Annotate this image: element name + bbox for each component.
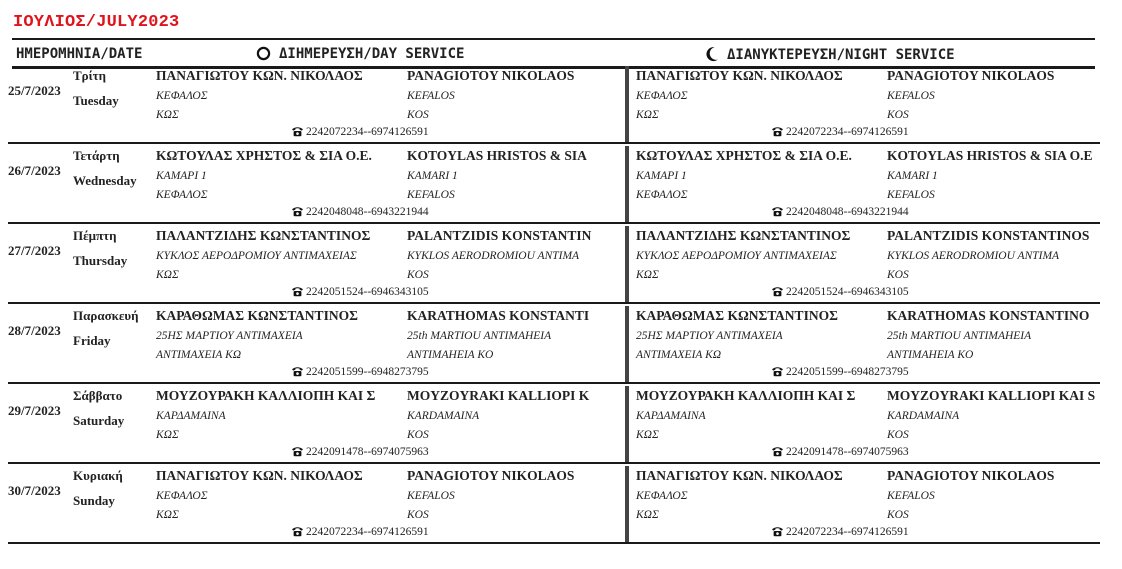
pharmacy-name-greek: ΚΩΤΟΥΛΑΣ ΧΡΗΣΤΟΣ & ΣΙΑ Ο.Ε. bbox=[636, 148, 852, 163]
pharmacy-name-greek: ΚΑΡΑΘΩΜΑΣ ΚΩΝΣΤΑΝΤΙΝΟΣ bbox=[636, 308, 838, 323]
row-divider bbox=[8, 142, 1100, 144]
pharmacy-name-latin: MOYZOYRAKI KALLIOPI K bbox=[407, 388, 590, 403]
day-service-cell bbox=[155, 466, 615, 542]
pharmacy-name-greek: ΠΑΛΑΝΤΖΙΔΗΣ ΚΩΝΣΤΑΝΤΙΝΟΣ bbox=[636, 228, 851, 243]
address-line-1-latin: KAMARI 1 bbox=[887, 170, 938, 182]
day-service-cell bbox=[155, 226, 615, 302]
header-date: ΗΜΕΡΟΜΗΝΙΑ/DATE bbox=[16, 46, 143, 62]
night-service-cell bbox=[625, 66, 1121, 142]
day-service-cell bbox=[155, 146, 615, 222]
phone-icon bbox=[771, 526, 784, 537]
address-line-2-greek: ΚΩΣ bbox=[156, 109, 179, 121]
address-line-1-greek: ΚΑΜΑΡΙ 1 bbox=[156, 170, 207, 182]
weekday-english: Tuesday bbox=[73, 93, 119, 108]
address-line-1-greek: ΚΕΦΑΛΟΣ bbox=[156, 490, 208, 502]
weekday-greek: Τρίτη bbox=[73, 68, 107, 83]
address-line-2-greek: ΚΕΦΑΛΟΣ bbox=[156, 189, 208, 201]
weekday-english: Friday bbox=[73, 333, 111, 348]
address-line-2-latin: KOS bbox=[407, 109, 429, 121]
pharmacy-name-latin: KOTOYLAS HRISTOS & SIA O.E bbox=[887, 148, 1093, 163]
pharmacy-name-latin: PANAGIOTOY NIKOLAOS bbox=[887, 468, 1055, 483]
phone-number bbox=[771, 446, 909, 458]
night-service-cell bbox=[625, 386, 1121, 462]
address-line-1-greek: ΚΑΜΑΡΙ 1 bbox=[636, 170, 687, 182]
address-line-2-greek: ΑΝΤΙΜΑΧΕΙΑ ΚΩ bbox=[156, 349, 242, 361]
phone-icon bbox=[771, 446, 784, 457]
phone-icon bbox=[291, 126, 304, 137]
address-line-2-greek: ΚΩΣ bbox=[156, 269, 179, 281]
address-line-1-latin: KEFALOS bbox=[887, 490, 935, 502]
address-line-1-greek: ΚΥΚΛΟΣ ΑΕΡΟΔΡΟΜΙΟΥ ΑΝΤΙΜΑΧΕΙΑΣ bbox=[636, 250, 837, 262]
night-service-cell bbox=[625, 466, 1121, 542]
address-line-2-latin: KOS bbox=[887, 269, 909, 281]
phone-number bbox=[291, 126, 429, 138]
day-service-cell bbox=[155, 66, 615, 142]
table-header bbox=[12, 38, 1095, 69]
header-day-service bbox=[256, 46, 464, 62]
phone-number bbox=[291, 366, 429, 378]
phone-number-text: 2242048048--6943221944 bbox=[306, 206, 429, 218]
address-line-2-latin: KOS bbox=[407, 429, 429, 441]
pharmacy-name-latin: KOTOYLAS HRISTOS & SIA bbox=[407, 148, 587, 163]
address-line-2-latin: ANTIMAHEIA KO bbox=[887, 349, 974, 361]
phone-icon bbox=[291, 526, 304, 537]
pharmacy-name-greek: ΚΩΤΟΥΛΑΣ ΧΡΗΣΤΟΣ & ΣΙΑ Ο.Ε. bbox=[156, 148, 372, 163]
row-date: 29/7/2023 bbox=[8, 403, 61, 418]
address-line-1-latin: 25th MARTIOU ANTIMAHEIA bbox=[887, 330, 1032, 342]
pharmacy-name-greek: ΜΟΥΖΟΥΡΑΚΗ ΚΑΛΛΙΟΠΗ ΚΑΙ Σ bbox=[156, 388, 376, 403]
row-divider bbox=[8, 542, 1100, 544]
header-day-service-label: ΔΙΗΜΕΡΕΥΣΗ/DAY SERVICE bbox=[279, 46, 465, 62]
weekday-english: Thursday bbox=[73, 253, 128, 268]
phone-number bbox=[291, 446, 429, 458]
phone-number-text: 2242072234--6974126591 bbox=[306, 526, 429, 538]
row-date: 25/7/2023 bbox=[8, 83, 61, 98]
row-divider bbox=[8, 462, 1100, 464]
phone-icon bbox=[771, 286, 784, 297]
pharmacy-name-greek: ΚΑΡΑΘΩΜΑΣ ΚΩΝΣΤΑΝΤΙΝΟΣ bbox=[156, 308, 358, 323]
address-line-1-latin: KEFALOS bbox=[407, 490, 455, 502]
address-line-1-latin: KARDAMAINA bbox=[407, 410, 480, 422]
phone-icon bbox=[771, 206, 784, 217]
row-date: 26/7/2023 bbox=[8, 163, 61, 178]
phone-number bbox=[771, 286, 909, 298]
phone-number bbox=[771, 206, 909, 218]
address-line-1-greek: ΚΑΡΔΑΜΑΙΝΑ bbox=[156, 410, 226, 422]
header-night-service bbox=[705, 46, 955, 63]
pharmacy-name-latin: KARATHOMAS KONSTANTI bbox=[407, 308, 590, 323]
phone-number bbox=[291, 526, 429, 538]
phone-number bbox=[771, 126, 909, 138]
address-line-2-greek: ΚΩΣ bbox=[636, 109, 659, 121]
day-service-cell bbox=[155, 306, 615, 382]
sun-icon bbox=[256, 46, 271, 61]
weekday-greek: Πέμπτη bbox=[73, 228, 117, 243]
address-line-1-latin: KAMARI 1 bbox=[407, 170, 458, 182]
pharmacy-name-latin: PANAGIOTOY NIKOLAOS bbox=[887, 68, 1055, 83]
weekday-greek: Τετάρτη bbox=[73, 148, 120, 163]
weekday-greek: Παρασκευή bbox=[73, 308, 139, 323]
pharmacy-name-latin: PANAGIOTOY NIKOLAOS bbox=[407, 68, 575, 83]
pharmacy-name-latin: PANAGIOTOY NIKOLAOS bbox=[407, 468, 575, 483]
address-line-1-greek: ΚΕΦΑΛΟΣ bbox=[636, 90, 688, 102]
address-line-2-greek: ΚΩΣ bbox=[636, 429, 659, 441]
phone-number-text: 2242048048--6943221944 bbox=[786, 206, 909, 218]
address-line-2-greek: ΚΩΣ bbox=[636, 269, 659, 281]
phone-number-text: 2242051599--6948273795 bbox=[786, 366, 909, 378]
phone-icon bbox=[291, 206, 304, 217]
phone-number-text: 2242051524--6946343105 bbox=[786, 286, 909, 298]
address-line-2-greek: ΚΩΣ bbox=[156, 509, 179, 521]
phone-number bbox=[291, 286, 429, 298]
phone-number bbox=[291, 206, 429, 218]
row-divider bbox=[8, 382, 1100, 384]
address-line-1-latin: 25th MARTIOU ANTIMAHEIA bbox=[407, 330, 552, 342]
address-line-1-greek: 25ΗΣ ΜΑΡΤΙΟΥ ΑΝΤΙΜΑΧΕΙΑ bbox=[156, 330, 303, 342]
weekday-greek: Κυριακή bbox=[73, 468, 123, 483]
phone-icon bbox=[291, 366, 304, 377]
pharmacy-name-greek: ΠΑΝΑΓΙΩΤΟΥ ΚΩΝ. ΝΙΚΟΛΑΟΣ bbox=[156, 468, 363, 483]
phone-number-text: 2242051524--6946343105 bbox=[306, 286, 429, 298]
address-line-1-latin: KEFALOS bbox=[887, 90, 935, 102]
pharmacy-name-latin: MOYZOYRAKI KALLIOPI KAI S bbox=[887, 388, 1096, 403]
address-line-2-latin: KOS bbox=[887, 429, 909, 441]
address-line-1-greek: ΚΑΡΔΑΜΑΙΝΑ bbox=[636, 410, 706, 422]
phone-icon bbox=[291, 446, 304, 457]
row-date: 28/7/2023 bbox=[8, 323, 61, 338]
weekday-english: Sunday bbox=[73, 493, 115, 508]
row-date: 27/7/2023 bbox=[8, 243, 61, 258]
pharmacy-name-latin: KARATHOMAS KONSTANTINO bbox=[887, 308, 1090, 323]
phone-number-text: 2242072234--6974126591 bbox=[306, 126, 429, 138]
weekday-english: Wednesday bbox=[73, 173, 137, 188]
schedule-row bbox=[0, 226, 1122, 304]
header-night-service-label: ΔΙΑΝΥΚΤΕΡΕΥΣΗ/NIGHT SERVICE bbox=[727, 47, 955, 63]
night-service-cell bbox=[625, 146, 1121, 222]
pharmacy-name-greek: ΠΑΛΑΝΤΖΙΔΗΣ ΚΩΝΣΤΑΝΤΙΝΟΣ bbox=[156, 228, 371, 243]
address-line-2-greek: ΚΩΣ bbox=[156, 429, 179, 441]
schedule-row bbox=[0, 66, 1122, 144]
address-line-1-greek: ΚΥΚΛΟΣ ΑΕΡΟΔΡΟΜΙΟΥ ΑΝΤΙΜΑΧΕΙΑΣ bbox=[156, 250, 357, 262]
address-line-2-greek: ΚΕΦΑΛΟΣ bbox=[636, 189, 688, 201]
phone-icon bbox=[291, 286, 304, 297]
weekday-greek: Σάββατο bbox=[73, 388, 123, 403]
phone-number bbox=[771, 526, 909, 538]
address-line-2-latin: KOS bbox=[407, 509, 429, 521]
schedule-row bbox=[0, 386, 1122, 464]
night-service-cell bbox=[625, 226, 1121, 302]
address-line-2-latin: KEFALOS bbox=[407, 189, 455, 201]
moon-icon bbox=[705, 46, 719, 62]
address-line-1-greek: ΚΕΦΑΛΟΣ bbox=[636, 490, 688, 502]
address-line-2-greek: ΚΩΣ bbox=[636, 509, 659, 521]
month-title: ΙΟΥΛΙΟΣ/JULY2023 bbox=[13, 13, 180, 32]
pharmacy-name-greek: ΠΑΝΑΓΙΩΤΟΥ ΚΩΝ. ΝΙΚΟΛΑΟΣ bbox=[636, 468, 843, 483]
row-date: 30/7/2023 bbox=[8, 483, 61, 498]
phone-number-text: 2242051599--6948273795 bbox=[306, 366, 429, 378]
address-line-1-latin: KYKLOS AERODROMIOU ANTIMA bbox=[407, 250, 580, 262]
phone-number-text: 2242091478--6974075963 bbox=[306, 446, 429, 458]
address-line-1-latin: KEFALOS bbox=[407, 90, 455, 102]
pharmacy-name-greek: ΠΑΝΑΓΙΩΤΟΥ ΚΩΝ. ΝΙΚΟΛΑΟΣ bbox=[636, 68, 843, 83]
day-service-cell bbox=[155, 386, 615, 462]
phone-number-text: 2242072234--6974126591 bbox=[786, 526, 909, 538]
pharmacy-name-greek: ΜΟΥΖΟΥΡΑΚΗ ΚΑΛΛΙΟΠΗ ΚΑΙ Σ bbox=[636, 388, 856, 403]
address-line-2-latin: KOS bbox=[887, 109, 909, 121]
phone-number-text: 2242072234--6974126591 bbox=[786, 126, 909, 138]
pharmacy-name-latin: PALANTZIDIS KONSTANTINOS bbox=[887, 228, 1090, 243]
row-divider bbox=[8, 222, 1100, 224]
weekday-english: Saturday bbox=[73, 413, 125, 428]
schedule-row bbox=[0, 146, 1122, 224]
address-line-1-latin: KARDAMAINA bbox=[887, 410, 960, 422]
address-line-1-latin: KYKLOS AERODROMIOU ANTIMA bbox=[887, 250, 1060, 262]
phone-icon bbox=[771, 126, 784, 137]
address-line-2-latin: ANTIMAHEIA KO bbox=[407, 349, 494, 361]
pharmacy-name-greek: ΠΑΝΑΓΙΩΤΟΥ ΚΩΝ. ΝΙΚΟΛΑΟΣ bbox=[156, 68, 363, 83]
row-divider bbox=[8, 302, 1100, 304]
schedule-row bbox=[0, 306, 1122, 384]
address-line-1-greek: ΚΕΦΑΛΟΣ bbox=[156, 90, 208, 102]
address-line-2-latin: KOS bbox=[407, 269, 429, 281]
address-line-2-latin: KOS bbox=[887, 509, 909, 521]
phone-number bbox=[771, 366, 909, 378]
schedule-row bbox=[0, 466, 1122, 544]
phone-number-text: 2242091478--6974075963 bbox=[786, 446, 909, 458]
address-line-2-greek: ΑΝΤΙΜΑΧΕΙΑ ΚΩ bbox=[636, 349, 722, 361]
pharmacy-name-latin: PALANTZIDIS KONSTANTIN bbox=[407, 228, 592, 243]
phone-icon bbox=[771, 366, 784, 377]
address-line-1-greek: 25ΗΣ ΜΑΡΤΙΟΥ ΑΝΤΙΜΑΧΕΙΑ bbox=[636, 330, 783, 342]
address-line-2-latin: KEFALOS bbox=[887, 189, 935, 201]
night-service-cell bbox=[625, 306, 1121, 382]
